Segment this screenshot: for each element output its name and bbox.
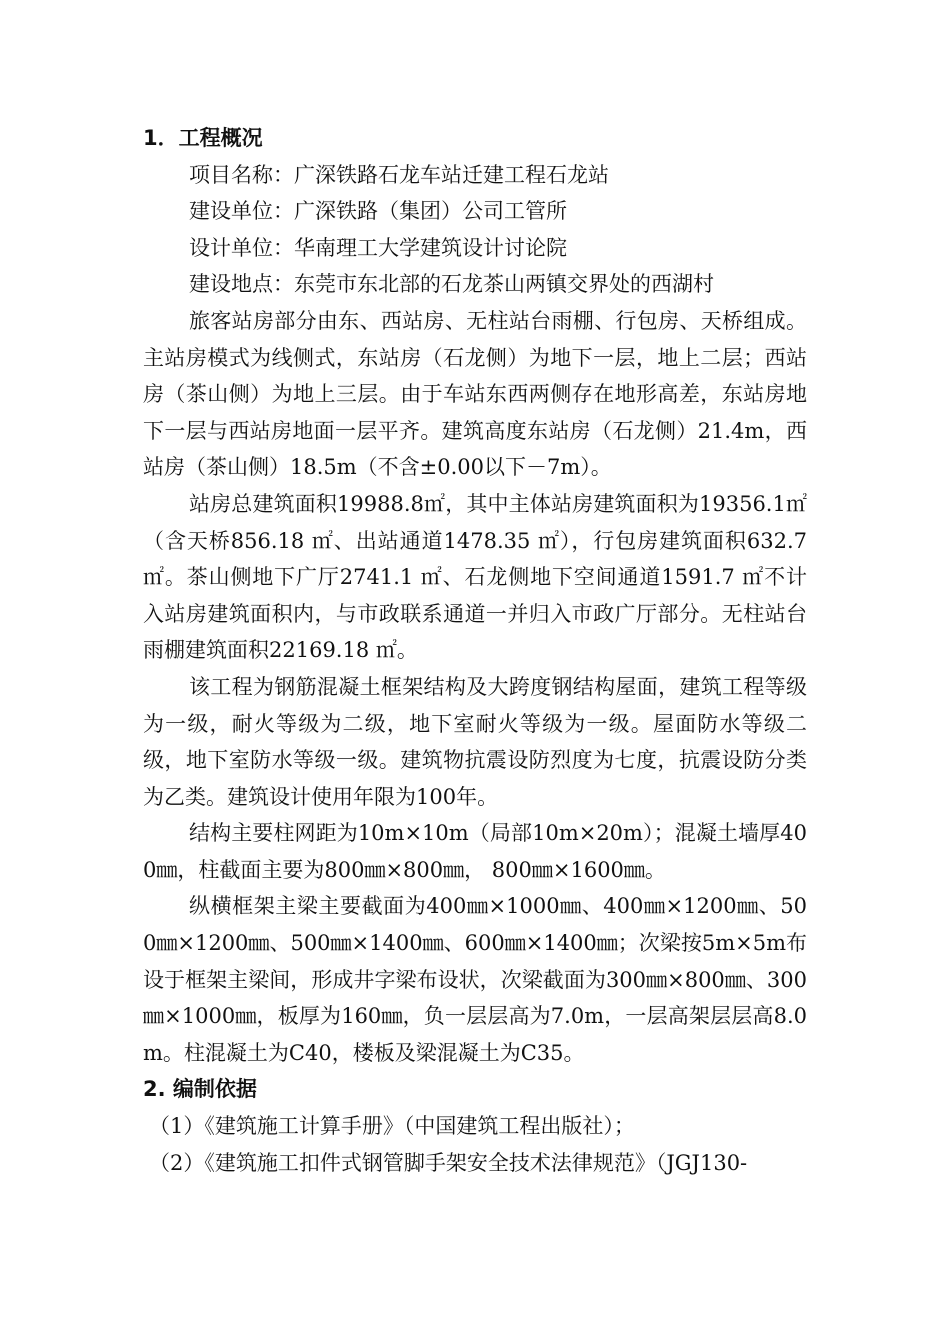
field-construction-site [143,266,807,303]
field-value: 广深铁路（集团）公司工管所 [294,199,567,224]
field-label: 建设单位： [189,199,294,224]
field-label: 设计单位： [189,235,294,260]
field-design-unit [143,230,807,267]
document-body [143,120,807,1181]
paragraph-building-area: 站房总建筑面积19988.8㎡，其中主体站房建筑面积为19356.1㎡（含天桥856.18 ㎡、出站通道1478.35 ㎡），行包房建筑面积632.7 ㎡。茶山侧地下广厅2741.1 ㎡、石龙侧地下空间通道1591.7 ㎡不计入站房建筑面积内，与市政联系通道一并归入市政广厅部分。无柱站台雨棚建筑面积22169.18 ㎡。 [143,491,807,663]
field-construction-unit [143,193,807,230]
paragraph-column-grid: 结构主要柱网距为10m×10m（局部10m×20m）；混凝土墙厚400㎜，柱截面主要为800㎜×800㎜， 800㎜×1600㎜。 [143,821,807,882]
field-label: 建设地点： [189,272,294,297]
reference-item: （1）《建筑施工计算手册》（中国建筑工程出版社）； [149,1114,635,1139]
field-label: 项目名称： [189,162,294,187]
paragraph-structure-grades: 该工程为钢筋混凝土框架结构及大跨度钢结构屋面，建筑工程等级为一级，耐火等级为二级，地下室耐火等级为一级。屋面防水等级二级，地下室防水等级一级。建筑物抗震设防烈度为七度，抗震设防分类为乙类。建筑设计使用年限为100年。 [143,674,807,809]
field-project-name [143,157,807,194]
paragraph-beam-sections: 纵横框架主梁主要截面为400㎜×1000㎜、400㎜×1200㎜、500㎜×1200㎜、500㎜×1400㎜、600㎜×1400㎜；次梁按5m×5m布设于框架主梁间，形成井字梁布设状，次梁截面为300㎜×800㎜、300㎜×1000㎜，板厚为160㎜，负一层层高为7.0m，一层高架层层高8.0 m。柱混凝土为C40，楼板及梁混凝土为C35。 [143,894,807,1065]
section-heading-compilation-basis: 2. 编制依据 [143,1077,257,1102]
paragraph-station-layout: 旅客站房部分由东、西站房、无柱站台雨棚、行包房、天桥组成。主站房模式为线侧式，东站房（石龙侧）为地下一层，地上二层；西站房（茶山侧）为地上三层。由于车站东西两侧存在地形高差，东站房地下一层与西站房地面一层平齐。建筑高度东站房（石龙侧）21.4m，西站房（茶山侧）18.5m（不含±0.00以下－7m）。 [143,308,807,480]
reference-item: （2）《建筑施工扣件式钢管脚手架安全技术法律规范》（JGJ130- [149,1150,748,1175]
field-value: 广深铁路石龙车站迁建工程石龙站 [294,162,609,187]
section-heading-project-overview: 1．工程概况 [143,126,263,150]
field-value: 东莞市东北部的石龙茶山两镇交界处的西湖村 [294,272,714,297]
field-value: 华南理工大学建筑设计讨论院 [294,235,567,260]
